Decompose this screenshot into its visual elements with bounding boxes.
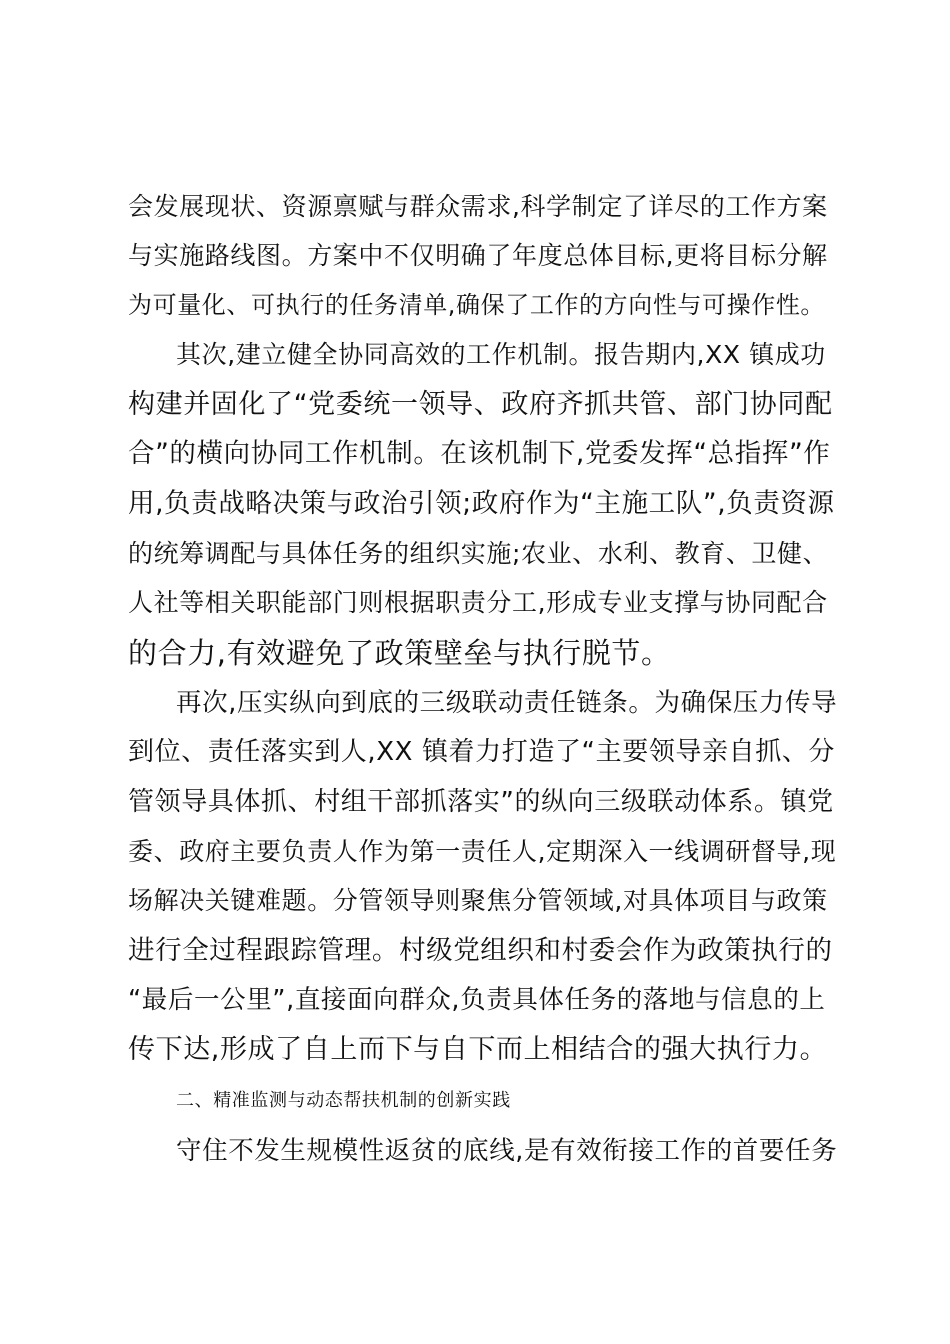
body-text-line: 用,负责战略决策与政治引领;政府作为“主施工队”,负责资源 [128, 488, 835, 519]
paragraph-first-line: 守住不发生规模性返贫的底线,是有效衔接工作的首要任务 [176, 1136, 838, 1166]
paragraph-first-line: 再次,压实纵向到底的三级联动责任链条。为确保压力传导 [176, 688, 838, 718]
body-text-line: 管领导具体抓、村组干部抓落实”的纵向三级联动体系。镇党 [128, 787, 834, 817]
body-text-line: 委、政府主要负责人作为第一责任人,定期深入一线调研督导,现 [128, 837, 837, 866]
body-text-line: “最后一公里”,直接面向群众,负责具体任务的落地与信息的上 [128, 985, 826, 1015]
body-text-line: 进行全过程跟踪管理。村级党组织和村委会作为政策执行的 [128, 935, 833, 966]
paragraph-first-line: 其次,建立健全协同高效的工作机制。报告期内,XX 镇成功 [176, 340, 826, 369]
body-text-line: 构建并固化了“党委统一领导、政府齐抓共管、部门协同配 [128, 389, 833, 420]
body-text-line: 的统筹调配与具体任务的组织实施;农业、水利、教育、卫健、 [128, 539, 829, 568]
body-text-line: 的合力,有效避免了政策壁垒与执行脱节。 [128, 636, 671, 670]
body-text-line: 传下达,形成了自上而下与自下而上相结合的强大执行力。 [128, 1034, 828, 1065]
body-text-line: 到位、责任落实到人,XX 镇着力打造了“主要领导亲自抓、分 [128, 737, 836, 767]
body-text-line: 会发展现状、资源禀赋与群众需求,科学制定了详尽的工作方案 [128, 192, 828, 221]
body-text-line: 人社等相关职能部门则根据职责分工,形成专业支撑与协同配合 [128, 588, 828, 617]
section-heading: 二、精准监测与动态帮扶机制的创新实践 [176, 1090, 511, 1111]
body-text-line: 合”的横向协同工作机制。在该机制下,党委发挥“总指挥”作 [128, 438, 831, 469]
body-text-line: 为可量化、可执行的任务清单,确保了工作的方向性与可操作性。 [128, 291, 826, 319]
body-text-line: 场解决关键难题。分管领导则聚焦分管领域,对具体项目与政策 [128, 886, 828, 915]
body-text-line: 与实施路线图。方案中不仅明确了年度总体目标,更将目标分解 [128, 241, 828, 270]
